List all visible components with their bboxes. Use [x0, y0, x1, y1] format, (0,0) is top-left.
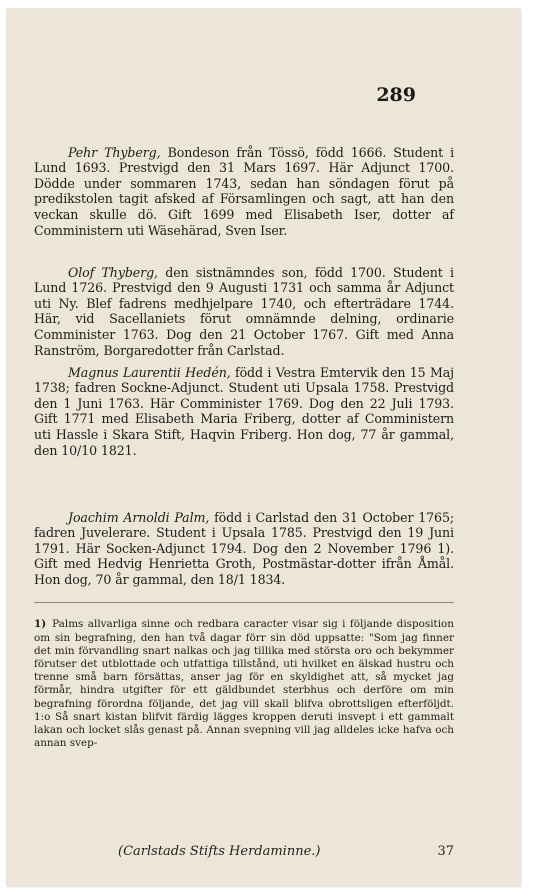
- biography-entry: [34, 510, 454, 588]
- biography-entry: [34, 265, 454, 359]
- biography-entry: [34, 145, 454, 239]
- entry-name: Magnus Laurentii Hedén,: [68, 364, 231, 380]
- printer-signature: (Carlstads Stifts Herdaminne.): [118, 844, 321, 859]
- footnote-marker: 1): [34, 618, 47, 631]
- entry-text: den sistnämndes son, född 1700. Student i Lund 1726. Prestvigd den 9 Augusti 1731 och samma år Adjunct uti Ny. Blef fadrens medhjelpare 1740, och efterträdare 1744. Här, vid Sacellaniets förut omnämnde delning, ordinarie Comminister 1763. Dog den 21 October 1767. Gift med Anna Ranström, Borgaredotter från Carlstad.: [34, 264, 454, 358]
- entry-name: Pehr Thyberg,: [68, 144, 161, 160]
- biography-entry: [34, 365, 454, 459]
- entry-text: Bondeson från Tössö, född 1666. Student i Lund 1693. Prestvigd den 31 Mars 1697. Här Adjunct 1700. Dödde under sommaren 1743, sedan han söndagen förut på predikstolen tagit afsked af Församlingen och sagt, att han den veckan skulle dö. Gift 1699 med Elisabeth Iser, dotter af Comministern uti Wäsehärad, Sven Iser.: [34, 144, 455, 238]
- entry-text: född i Vestra Emtervik den 15 Maj 1738; fadren Sockne-Adjunct. Student uti Upsala 1758. Prestvigd den 1 Juni 1763. Här Comminister 1769. Dog den 22 Juli 1793. Gift 1771 med Elisabeth Maria Friberg, dotter af Comministern uti Hassle i Skara Stift, Haqvin Friberg. Hon dog, 77 år gammal, den 10/10 1821.: [34, 364, 454, 458]
- entry-name: Joachim Arnoldi Palm,: [68, 509, 210, 525]
- footnote: [34, 618, 454, 750]
- footnote-divider: [34, 602, 454, 603]
- page-number: 289: [376, 84, 416, 106]
- sheet-number: 37: [437, 844, 454, 859]
- footnote-text: Palms allvarliga sinne och redbara caracter visar sig i följande disposition om sin begrafning, den han två dagar förr sin död uppsatte: "Som jag finner det min förvandling snart nalkas och jag tillika med största oro och bekymmer förutser det utblottade och utfattiga tillstånd, uti hvilket en älskad hustru och trenne små barn försättas, anser jag för en skyldighet att, så mycket jag förmår, hindra utgifter för ett gäldbundet sterbhus och derföre om min begrafning förordna följande, det jag vill skall blifva obrottsligen efterföljdt. 1:o Så snart kistan blifvit färdig lägges kroppen deruti insvept i ett gammalt lakan och locket slås genast på. Annan svepning vill jag alldeles icke hafva och annan svep-: [34, 618, 454, 750]
- book-page: [6, 8, 520, 886]
- entry-text: född i Carlstad den 31 October 1765; fadren Juvelerare. Student i Upsala 1785. Prestvigd den 19 Juni 1791. Här Socken-Adjunct 1794. Dog den 2 November 1796 1). Gift med Hedvig Henrietta Groth, Postmästar-dotter ifrån Åmål. Hon dog, 70 år gammal, den 18/1 1834.: [34, 509, 455, 587]
- entry-name: Olof Thyberg,: [68, 264, 158, 280]
